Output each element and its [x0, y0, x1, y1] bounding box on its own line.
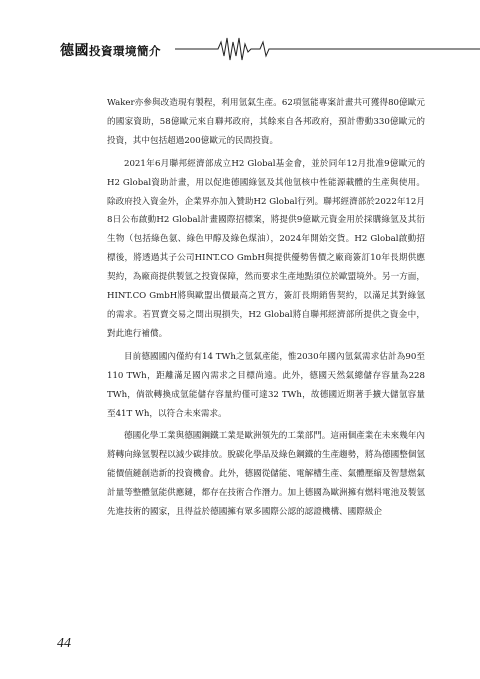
header-title-country: 德國 — [60, 43, 89, 59]
header-waveform-line — [175, 38, 480, 60]
paragraph-chemical-steel-industry: 德國化學工業與德國鋼鐵工業是歐洲領先的工業部門。這兩個產業在未來幾年內將轉向綠氫製程以減少碳排放。脫碳化學品及綠色鋼鐵的生產趨勢，將為德國整個氫能價值鏈創造新的投資機會。此外，德國從儲能、電解槽生產、氣體壓縮及智慧燃氣計量等整體氫能供應鏈，都存在技術合作潛力。加上德國為歐洲擁有燃料電池及製氫先進技術的國家，且得益於德國擁有眾多國際公認的認證機構、國際級企 — [107, 431, 425, 518]
header-title-subject: 投資環境簡介 — [89, 44, 161, 58]
header-title — [60, 40, 161, 60]
paragraph-continuation: Waker亦參與改造現有製程，利用氫氣生產。62項氫能專案計畫共可獲得80億歐元的國家資助，58億歐元來自聯邦政府，其餘來自各邦政府，預計帶動330億歐元的投資，其中包括超過200億歐元的民間投資。 — [107, 98, 425, 146]
page-number: 44 — [57, 636, 71, 651]
paragraph-h2-global: 2021年6月聯邦經濟部成立H2 Global基金會，並於同年12月批准9億歐元的H2 Global資助計畫，用以促進德國綠氫及其他氫核中性能源載體的生產與使用。除政府投入資金外，企業界亦加入贊助H2 Global行列。聯邦經濟部於2022年12月8日公布啟動H2 Global計畫國際招標案，將提供9億歐元資金用於採購綠氫及其衍生物（包括綠色氨、綠色甲醇及綠色煤油），2024年開始交貨。H2 Global啟動招標後，將透過其子公司HINT.CO GmbH與提供優勢售價之廠商簽訂10年長期供應契約，為廠商提供製氫之投資保障，然而要求生產地點須位於歐盟境外。另一方面，HINT.CO GmbH將與歐盟出價最高之買方，簽訂長期銷售契約，以滿足其對綠氫的需求。若買賣交易之間出現損失，H2 Global將自聯邦經濟部所提供之資金中，對此進行補償。 — [107, 158, 425, 339]
body-text — [107, 94, 425, 526]
paragraph-hydrogen-capacity: 目前德國國內僅約有14 TWh之氫氣產能，惟2030年國內氫氣需求估計為90至110 TWh，距離滿足國內需求之目標尚遠。此外，德國天然氣總儲存容量為228 TWh，倘欲轉換成氫能儲存容量約僅可達32 TWh，故德國近期著手擴大儲氫容量至41T Wh，以符合未來需求。 — [107, 351, 425, 419]
running-header — [0, 30, 480, 70]
